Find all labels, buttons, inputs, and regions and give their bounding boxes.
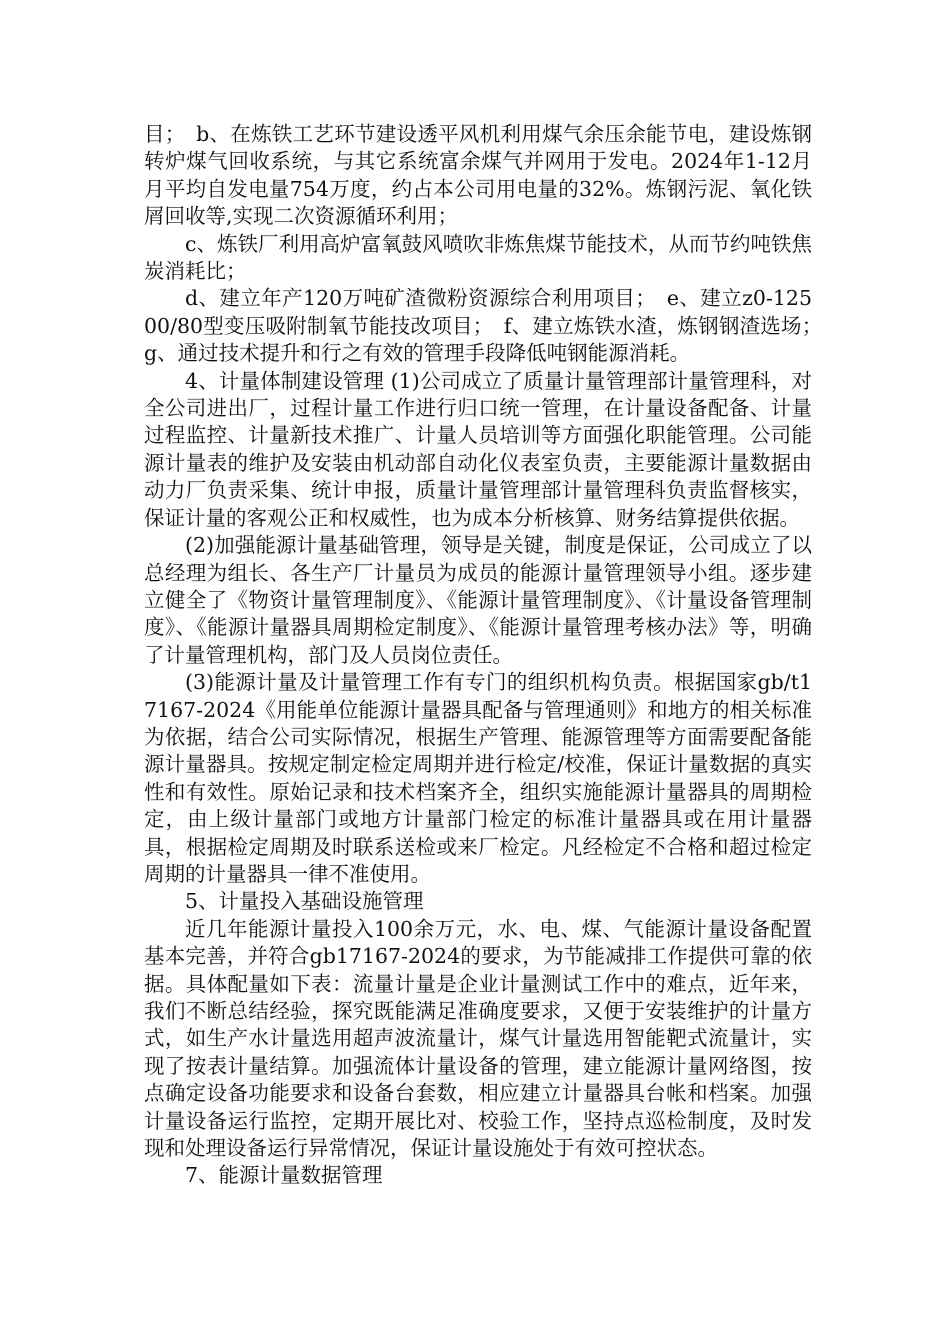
paragraph: (3)能源计量及计量管理工作有专门的组织机构负责。根据国家gb/t17167-2024《用能单位能源计量器具配备与管理通则》和地方的相关标准为依据，结合公司实际情况，根据生产管理、能源管理等方面需要配备能源计量器具。按规定制定检定周期并进行检定/校准，保证计量数据的真实性和有效性。原始记录和技术档案齐全，组织实施能源计量器具的周期检定，由上级计量部门或地方计量部门检定的标准计量器具或在用计量器具，根据检定周期及时联系送检或来厂检定。凡经检定不合格和超过检定周期的计量器具一律不准使用。 — [144, 670, 812, 886]
document-body — [144, 121, 833, 1190]
paragraph: 近几年能源计量投入100余万元，水、电、煤、气能源计量设备配置基本完善，并符合gb17167-2024的要求，为节能减排工作提供可靠的依据。具体配量如下表：流量计量是企业计量测试工作中的难点，近年来，我们不断总结经验，探究既能满足准确度要求，又便于安装维护的计量方式，如生产水计量选用超声波流量计，煤气计量选用智能靶式流量计，实现了按表计量结算。加强流体计量设备的管理，建立能源计量网络图，按点确定设备功能要求和设备台套数，相应建立计量器具台帐和档案。加强计量设备运行监控，定期开展比对、校验工作，坚持点巡检制度，及时发现和处理设备运行异常情况，保证计量设施处于有效可控状态。 — [144, 916, 812, 1161]
section-heading: 5、计量投入基础设施管理 — [185, 889, 424, 914]
paragraph: c、炼铁厂利用高炉富氧鼓风喷吹非炼焦煤节能技术，从而节约吨铁焦炭消耗比； — [144, 231, 812, 284]
paragraph: d、建立年产120万吨矿渣微粉资源综合利用项目； e、建立z0-12500/80型变压吸附制氧节能技改项目； f、建立炼铁水渣，炼钢钢渣选场； g、通过技术提升和行之有效的管理手段降低吨钢能源消耗。 — [144, 286, 833, 366]
paragraph: 目； b、在炼铁工艺环节建设透平风机利用煤气余压余能节电，建设炼钢转炉煤气回收系统，与其它系统富余煤气并网用于发电。2024年1-12月月平均自发电量754万度，约占本公司用电量的32%。炼钢污泥、氧化铁屑回收等,实现二次资源循环利用； — [144, 122, 812, 229]
section-heading: 7、能源计量数据管理 — [185, 1163, 383, 1188]
paragraph: (2)加强能源计量基础管理，领导是关键，制度是保证，公司成立了以总经理为组长、各生产厂计量员为成员的能源计量管理领导小组。逐步建立健全了《物资计量管理制度》、《能源计量管理制度》、《计量设备管理制度》、《能源计量器具周期检定制度》、《能源计量管理考核办法》等，明确了计量管理机构，部门及人员岗位责任。 — [144, 533, 812, 667]
section-paragraph-metering-system: 4、计量体制建设管理 (1)公司成立了质量计量管理部计量管理科，对全公司进出厂，过程计量工作进行归口统一管理，在计量设备配备、计量过程监控、计量新技术推广、计量人员培训等方面强化职能管理。公司能源计量表的维护及安装由机动部自动化仪表室负责，主要能源计量数据由动力厂负责采集、统计申报，质量计量管理部计量管理科负责监督核实，保证计量的客观公正和权威性，也为成本分析核算、财务结算提供依据。 — [144, 368, 812, 530]
